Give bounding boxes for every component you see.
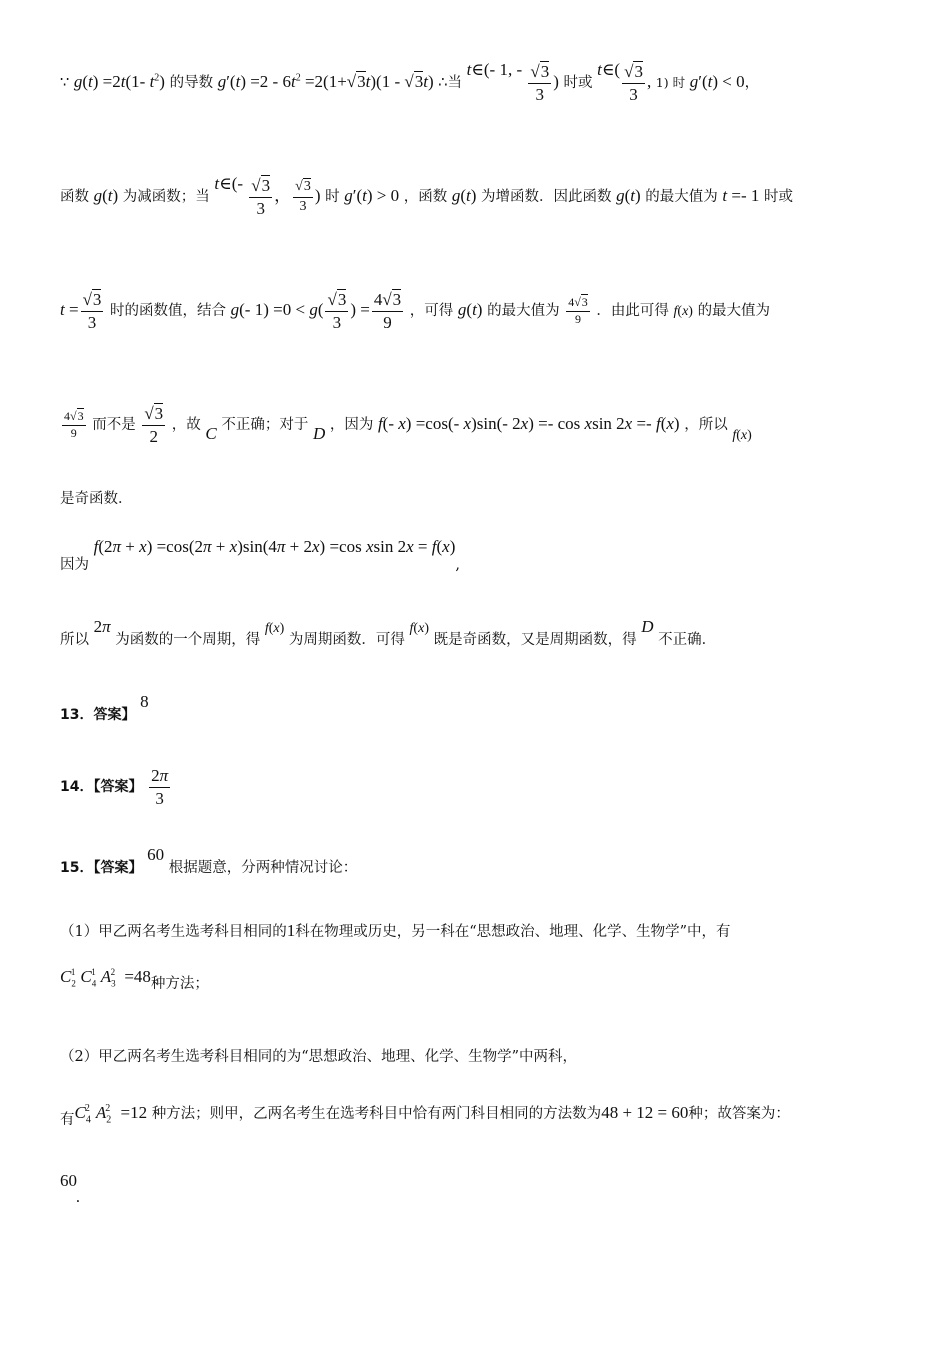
final-answer xyxy=(60,1171,86,1206)
text-odd-and-periodic: 既是奇函数，又是周期函数，得 xyxy=(433,632,637,648)
formula-sum: 48 + 12 = 60 xyxy=(601,1103,689,1122)
text-when: 时 xyxy=(325,189,340,206)
text-so-2: 所以 xyxy=(60,632,89,648)
line-6 xyxy=(60,537,460,573)
text-when-or-2: 时或 xyxy=(764,189,793,206)
text-therefore: ，所以 xyxy=(684,417,728,434)
text-increasing: 为增函数．因此函数 xyxy=(481,189,612,206)
line-5 xyxy=(60,492,133,507)
formula-gprime-positive: g′(t) > 0 xyxy=(344,186,400,206)
frac-sqrt3-over-2: $\frac{√3}{2}$ xyxy=(144,404,164,446)
answer-15 xyxy=(60,845,358,876)
text-function-value: 时的函数值，结合 xyxy=(110,303,227,320)
text-therefore-when: ∴当 xyxy=(438,75,462,92)
text-max-value-3: 的最大值为 xyxy=(697,303,771,320)
frac-4sqrt3-over-9-small: $\frac{4√3}{9}$ xyxy=(568,294,588,326)
case-2-text-c: 种；故答案为： xyxy=(688,1106,790,1122)
formula-gprime-negative: g′(t) < 0 xyxy=(689,72,745,92)
text-because: ，因为 xyxy=(329,417,374,434)
formula-fx: f(x) xyxy=(673,304,693,320)
line-2: 函数 g(t) 为减函数；当 t∈(- $\frac{√3}{3}$ ， $\frac{√3}{3}$ ) 时 g′(t) > 0 ，函数 g(t) 为增函数．因此函数 g(t) 的最大值为 t =- 1 时或 xyxy=(60,174,793,218)
q14-label: 14．【答案】 xyxy=(60,779,143,796)
interval-1: t∈(- 1, - xyxy=(466,60,527,80)
text-when-or: 时或 xyxy=(563,75,593,92)
text-comma-function: ，函数 xyxy=(403,189,448,206)
case-1-num: 1 xyxy=(286,921,296,940)
text-max-value-2: 的最大值为 xyxy=(487,303,560,320)
formula-combination-1: $C_2^1$ $C_4^1$ $A_3^2$ xyxy=(60,967,116,989)
q15-value: 60 xyxy=(147,845,165,864)
option-d: D xyxy=(312,424,326,444)
formula-combination-1-value: =48 xyxy=(124,967,151,986)
formula-g-prime: $g'(t) =2 - 6t^2 =2(1+√3t)(1 - √3t)$ xyxy=(217,72,434,92)
case-1-text-b: 科在物理或历史，另一科在“思想政治、地理、化学、生物学”中，有 xyxy=(295,924,731,940)
formula-compare: g(- 1) =0 < g( xyxy=(230,300,324,320)
formula-fx: f(x) xyxy=(732,428,752,444)
case-2 xyxy=(60,1050,577,1065)
formula-gt: g(t) xyxy=(616,186,641,206)
final-value: 60 xyxy=(60,1171,77,1190)
text-function: 函数 xyxy=(60,189,89,206)
frac-4sqrt3-over-9-small: $\frac{4√3}{9}$ xyxy=(64,408,84,440)
text-so: ，故 xyxy=(171,417,201,434)
formula-fx: f(x) xyxy=(409,621,429,636)
text-1-when: 1) 时 xyxy=(655,75,686,91)
text-derivative: 的导数 xyxy=(169,75,214,92)
line-1: ∵ g(t) =2t(1- $t^2$) 的导数 $g'(t) =2 - 6t^2 =2(1+√3t)(1 - √3t)$ ∴当 t∈(- 1, - $\frac{√3}{3}$ ) 时或 t∈( $\frac{√3}{3}$ , 1) 时 g′(t) < 0， xyxy=(60,60,760,104)
formula-t-eq-neg1: t =- 1 xyxy=(722,186,760,206)
frac-4sqrt3-over-9: $\frac{4√3}{9}$ xyxy=(373,290,402,332)
formula-gt: g(t) xyxy=(451,186,477,206)
case-1 xyxy=(60,922,731,940)
text-thus: ．由此可得 xyxy=(596,303,669,320)
formula-odd: f(- x) =cos(- x)sin(- 2x) =- cos xsin 2x =- f(x) xyxy=(377,414,680,434)
because-symbol: ∵ xyxy=(60,75,70,92)
option-c: C xyxy=(205,424,217,444)
frac-sqrt3-over-3: $\frac{√3}{3}$ xyxy=(624,62,643,104)
case-2-text: （2）甲乙两名考生选考科目相同的为“思想政治、地理、化学、生物学”中两科， xyxy=(60,1049,578,1065)
case-1-formula xyxy=(60,967,209,992)
q15-text: 根据题意，分两种情况讨论： xyxy=(168,860,358,876)
formula-t-eq: t = xyxy=(60,300,79,320)
case-1-methods: 种方法； xyxy=(150,976,209,992)
text-can-get: ，可得 xyxy=(409,303,454,320)
interval-3: t∈(- xyxy=(214,174,248,194)
text-have: 有 xyxy=(60,1112,75,1128)
text-period: 为函数的一个周期，得 xyxy=(115,632,261,648)
case-1-text-a: （1）甲乙两名考生选考科目相同的 xyxy=(60,924,287,940)
formula-g-definition: g(t) =2t(1- $t^2$) xyxy=(73,72,165,92)
comma: , xyxy=(455,557,460,573)
text-not: 而不是 xyxy=(92,417,136,434)
case-2-formula xyxy=(60,1103,790,1128)
frac-sqrt3-over-3: $\frac{√3}{3}$ xyxy=(295,179,311,214)
frac-sqrt3-over-3: $\frac{√3}{3}$ xyxy=(251,176,271,218)
formula-period: f(2π + x) =cos(2π + x)sin(4π + 2x) =cos xsin 2x = f(x) xyxy=(93,537,456,556)
text-max-value: 的最大值为 xyxy=(645,189,718,206)
text-because-2: 因为 xyxy=(60,557,89,573)
formula-combination-2-value: =12 xyxy=(120,1103,148,1122)
q15-label: 15．【答案】 xyxy=(60,860,143,876)
formula-2pi: 2π xyxy=(93,617,111,636)
final-dot: . xyxy=(75,1190,81,1206)
q13-value: 8 xyxy=(140,692,149,711)
line-3: t = $\frac{√3}{3}$ 时的函数值，结合 g(- 1) =0 < g( $\frac{√3}{3}$ ) = $\frac{4√3}{9}$ ，可得 g(t) 的最大值为 $\frac{4√3}{9}$ ．由此可得 f(x) 的最大值为 xyxy=(60,290,771,332)
line-7 xyxy=(60,617,717,648)
line-4 xyxy=(60,404,752,446)
answer-13 xyxy=(60,692,149,723)
text-periodic: 为周期函数．可得 xyxy=(288,632,405,648)
formula-combination-2: $C_4^2$ $A_2^2$ xyxy=(74,1103,112,1126)
text-incorrect-for: 不正确；对于 xyxy=(221,417,309,434)
formula-gt: g(t) xyxy=(93,186,119,206)
formula-gt: g(t) xyxy=(457,300,483,320)
text-decreasing-when: 为减函数；当 xyxy=(122,189,210,206)
answer-14 xyxy=(60,766,172,808)
text-is-odd: 是奇函数． xyxy=(60,491,133,507)
formula-fx: f(x) xyxy=(264,621,285,636)
text-incorrect: 不正确． xyxy=(658,632,717,648)
option-d: D xyxy=(641,617,654,636)
q13-label: 13．答案】 xyxy=(60,707,136,723)
frac-sqrt3-over-3: $\frac{√3}{3}$ xyxy=(327,290,347,332)
frac-sqrt3-over-3: $\frac{√3}{3}$ xyxy=(82,290,102,332)
interval-2: t∈( xyxy=(597,60,621,80)
q14-value-2pi-over-3: $\frac{2\pi}{3}$ xyxy=(151,766,169,808)
frac-sqrt3-over-3: $\frac{√3}{3}$ xyxy=(530,62,550,104)
case-2-text-b: 种方法；则甲，乙两名考生在选考科目中恰有两门科目相同的方法数为 xyxy=(151,1106,602,1122)
